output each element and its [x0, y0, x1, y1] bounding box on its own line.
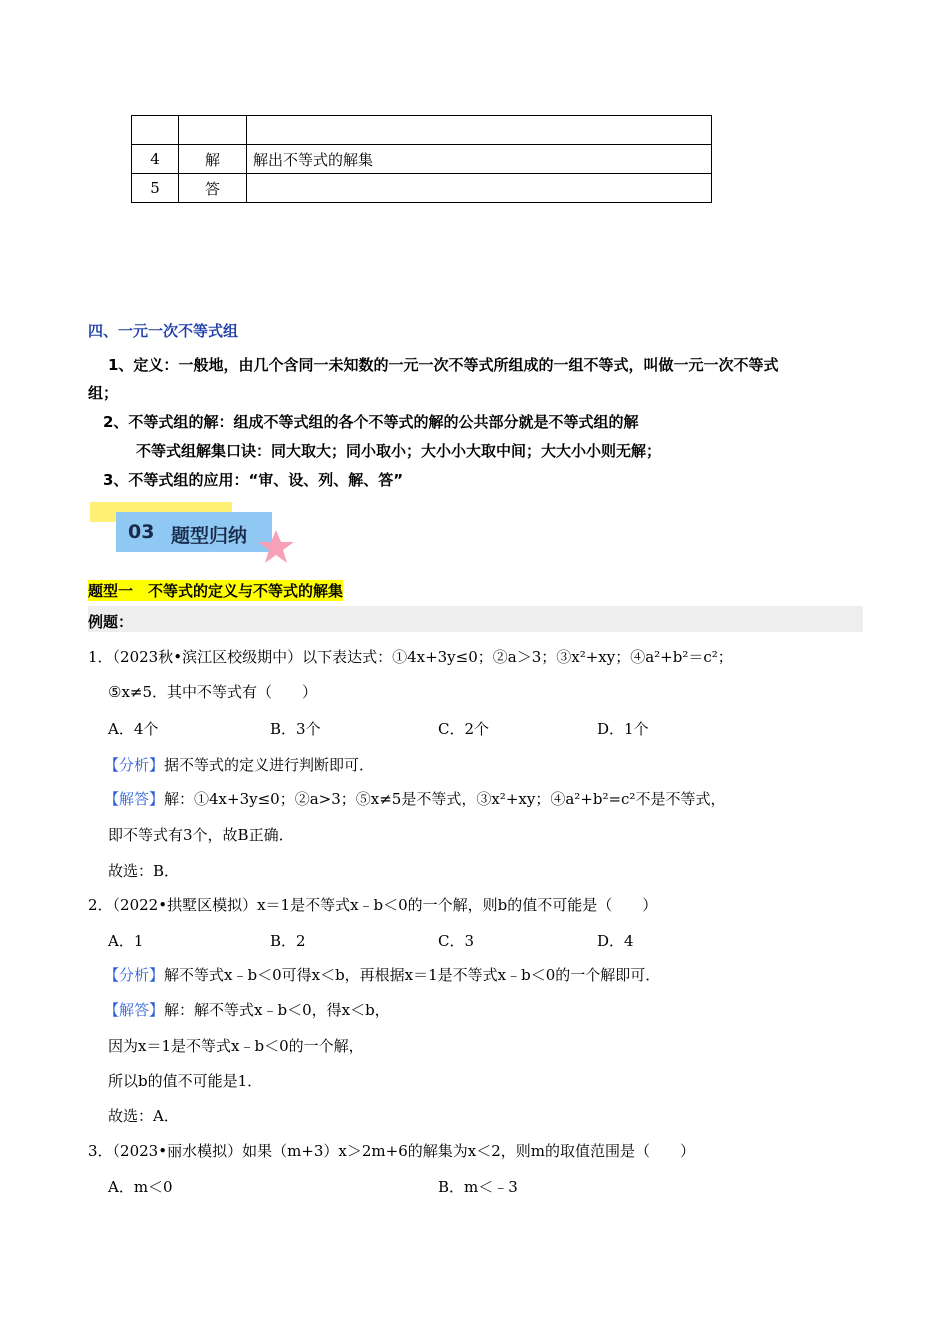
- q2-answer: [104, 999, 390, 1020]
- q2-option-a: A．1: [108, 932, 144, 950]
- q2-option-d: D．4: [597, 932, 634, 950]
- q1-answer-text: 解：①4x+3y≤0；②a>3；⑤x≠5是不等式，③x²+xy；④a²+b²=c²不是不等式，: [164, 790, 726, 808]
- q1-option-a: A．4个: [108, 720, 159, 738]
- table-row: [132, 116, 712, 145]
- answer-tag: 【解答】: [104, 790, 165, 808]
- q2-option-c: C．3: [438, 932, 475, 950]
- analysis-tag: 【分析】: [104, 756, 165, 774]
- q1-answer: [104, 788, 725, 809]
- mnemonic: 不等式组解集口诀：同大取大；同小取小；大小小大取中间；大大小小则无解；: [136, 442, 662, 460]
- q3-option-b: B．m＜﹣3: [438, 1178, 518, 1196]
- q2-answer-text: 解：解不等式x﹣b＜0，得x＜b，: [164, 1001, 390, 1019]
- table-cell-num: 4: [132, 145, 179, 174]
- item-3: 3、不等式组的应用：“审、设、列、解、答”: [103, 471, 404, 489]
- q1-stem-line-1: 1．（2023秋•滨江区校级期中）以下表达式：①4x+3y≤0；②a＞3；③x²+xy；④a²+b²＝c²；: [88, 648, 733, 666]
- q2-answer-line-2: 因为x＝1是不等式x﹣b＜0的一个解，: [108, 1037, 364, 1055]
- table-cell-step: [179, 116, 247, 145]
- table-cell-num: 5: [132, 174, 179, 203]
- type-title: 题型一 不等式的定义与不等式的解集: [88, 582, 344, 600]
- table-cell-step: 解: [179, 145, 247, 174]
- q3-stem: 3．（2023•丽水模拟）如果（m+3）x＞2m+6的解集为x＜2，则m的取值范围是（ ）: [88, 1142, 695, 1160]
- q1-option-c: C．2个: [438, 720, 490, 738]
- section-title: 四、一元一次不等式组: [88, 322, 239, 340]
- table-cell-desc: [247, 116, 712, 145]
- q1-stem-line-2: ⑤x≠5．其中不等式有（ ）: [108, 683, 318, 701]
- q3-option-a: A．m＜0: [108, 1178, 173, 1196]
- q2-stem: 2．（2022•拱墅区模拟）x＝1是不等式x﹣b＜0的一个解，则b的值不可能是（ ）: [88, 896, 658, 914]
- table-row: [132, 174, 712, 203]
- q2-analysis: [104, 964, 660, 985]
- examples-label: 例题：: [88, 613, 134, 631]
- examples-bar: [88, 606, 863, 632]
- table-cell-num: [132, 116, 179, 145]
- answer-tag: 【解答】: [104, 1001, 165, 1019]
- q2-analysis-text: 解不等式x﹣b＜0可得x＜b，再根据x＝1是不等式x﹣b＜0的一个解即可．: [164, 966, 661, 984]
- analysis-tag: 【分析】: [104, 966, 165, 984]
- table-cell-desc: 解出不等式的解集: [247, 145, 712, 174]
- q2-choice: 故选：A．: [108, 1107, 179, 1125]
- banner-label: 题型归纳: [171, 525, 248, 547]
- table-cell-desc: [247, 174, 712, 203]
- definition-line-1: 1、定义：一般地，由几个含同一未知数的一元一次不等式所组成的一组不等式，叫做一元一次不等式: [108, 356, 779, 374]
- table-row: [132, 145, 712, 174]
- q2-option-b: B．2: [270, 932, 306, 950]
- steps-table: [131, 115, 712, 203]
- q2-answer-line-3: 所以b的值不可能是1．: [108, 1072, 263, 1090]
- q1-analysis: [104, 754, 374, 775]
- definition-line-2: 组；: [88, 384, 119, 402]
- q1-answer-line-2: 即不等式有3个，故B正确．: [108, 826, 294, 844]
- banner-number: 03: [128, 521, 155, 543]
- q1-analysis-text: 据不等式的定义进行判断即可．: [164, 756, 375, 774]
- q1-choice: 故选：B．: [108, 862, 180, 880]
- q1-option-b: B．3个: [270, 720, 321, 738]
- q1-option-d: D．1个: [597, 720, 649, 738]
- star-icon: [256, 528, 296, 566]
- item-2: 2、不等式组的解：组成不等式组的各个不等式的解的公共部分就是不等式组的解: [103, 413, 639, 431]
- section-banner: [88, 500, 298, 570]
- table-cell-step: 答: [179, 174, 247, 203]
